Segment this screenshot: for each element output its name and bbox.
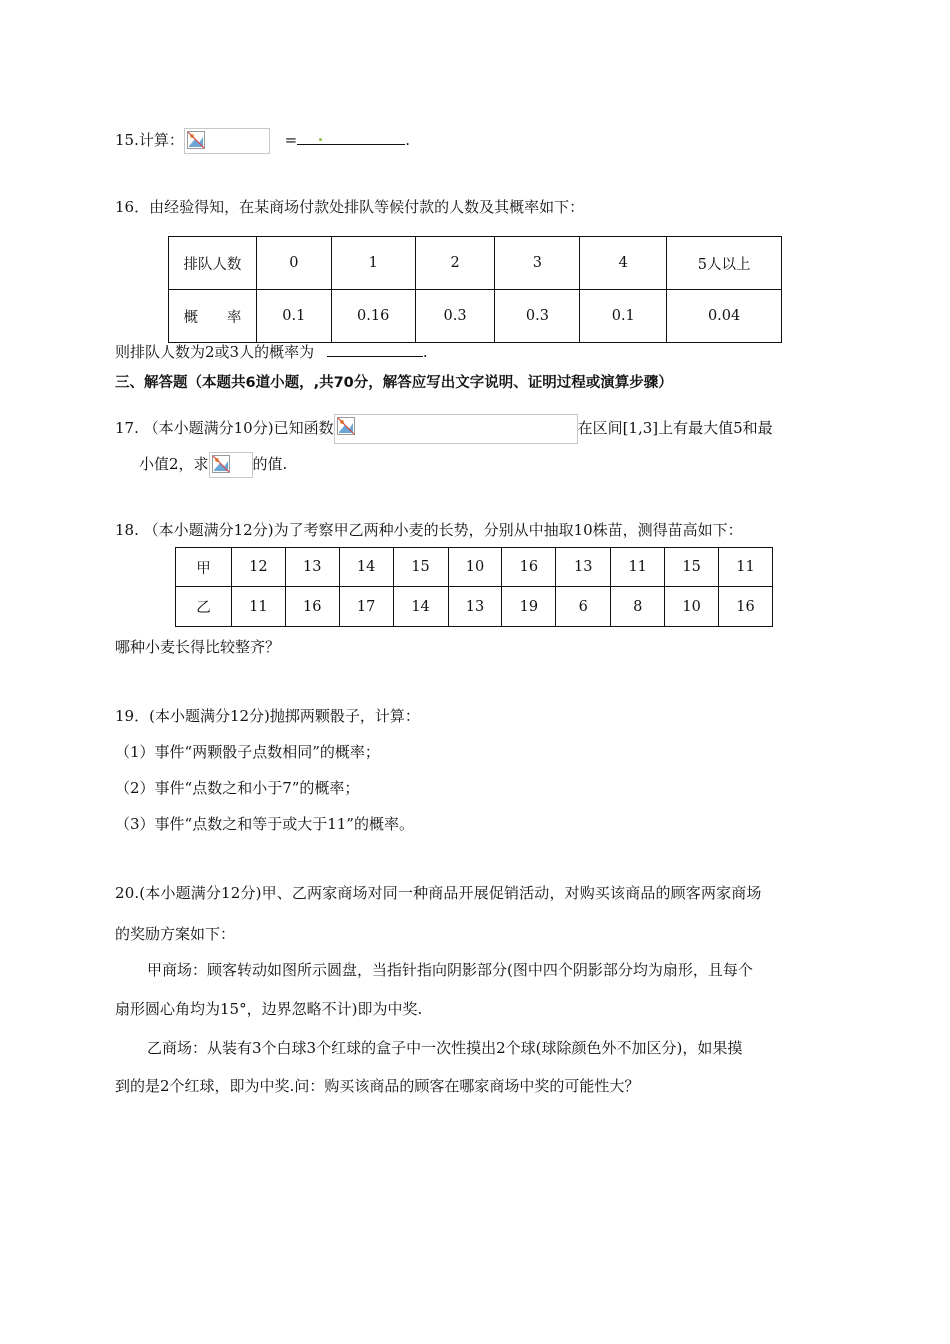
q17-text-b: 在区间[1,3]上有最大值5和最 [577, 419, 773, 437]
broken-image-icon [337, 417, 355, 435]
q17-line1 [115, 414, 773, 444]
q17-line2 [139, 452, 287, 478]
q15-answer-blank [297, 130, 405, 145]
q19-part-3: （3）事件“点数之和等于或大于11”的概率。 [115, 815, 414, 833]
section-3-title: 三、解答题（本题共6道小题，,共70分，解答应写出文字说明、证明过程或演算步骤） [115, 375, 673, 391]
q20-line-5: 乙商场：从装有3个白球3个红球的盒子中一次性摸出2个球(球除颜色外不加区分)，如果摸 [147, 1039, 743, 1057]
q18-cell: 8 [611, 587, 665, 627]
q16-cell: 0.04 [667, 290, 782, 343]
q16-cell: 0.16 [331, 290, 415, 343]
q18-cell: 11 [611, 548, 665, 587]
q18-cell: 19 [502, 587, 556, 627]
q16-cell: 0.1 [580, 290, 667, 343]
q18-cell: 12 [231, 548, 285, 587]
q18-cell: 13 [285, 548, 339, 587]
q20-line-6: 到的是2个红球，即为中奖.问：购买该商品的顾客在哪家商场中奖的可能性大？ [115, 1077, 640, 1095]
q18-cell: 15 [665, 548, 719, 587]
q18-cell: 13 [556, 548, 611, 587]
q18-cell: 10 [665, 587, 719, 627]
q17-function-image [334, 414, 578, 444]
q16-table [168, 236, 782, 343]
q17-params-image [209, 452, 253, 478]
q18-cell: 14 [339, 548, 393, 587]
q18-cell: 14 [393, 587, 448, 627]
q15-period: . [405, 131, 410, 149]
q16-cell: 概 率 [169, 290, 257, 343]
q15-formula-image [184, 128, 270, 154]
q16-cell: 4 [580, 237, 667, 290]
q20-line-3: 甲商场：顾客转动如图所示圆盘，当指针指向阴影部分(图中四个阴影部分均为扇形，且每个 [147, 961, 753, 979]
broken-image-icon [212, 455, 230, 473]
q19-part-2: （2）事件“点数之和小于7”的概率； [115, 779, 360, 797]
q16-row-count [169, 237, 782, 290]
q16-cell: 0.3 [415, 290, 495, 343]
q18-cell: 16 [285, 587, 339, 627]
q16-cell: 5人以上 [667, 237, 782, 290]
q17-text-a: 17. （本小题满分10分)已知函数 [115, 419, 334, 437]
q16-cell: 3 [495, 237, 580, 290]
q16-cell: 0 [256, 237, 331, 290]
q18-question: 18. （本小题满分12分)为了考察甲乙两种小麦的长势，分别从中抽取10株苗，测得苗高如下： [115, 521, 743, 539]
q20-line-1: 20.(本小题满分12分)甲、乙两家商场对同一种商品开展促销活动，对购买该商品的顾客两家商场 [115, 884, 762, 902]
q18-cell: 13 [448, 587, 502, 627]
q16-cell: 1 [331, 237, 415, 290]
q16-followup-text: 则排队人数为2或3人的概率为 [115, 343, 315, 361]
q18-cell: 15 [393, 548, 448, 587]
q18-cell: 甲 [176, 548, 232, 587]
q20-line-2: 的奖励方案如下： [115, 925, 236, 943]
q16-question: 16．由经验得知，在某商场付款处排队等候付款的人数及其概率如下： [115, 198, 585, 216]
q18-row-yi [176, 587, 773, 627]
broken-image-icon [187, 131, 205, 149]
q16-answer-blank [327, 342, 423, 357]
q17-text-c: 小值2，求 [139, 455, 209, 473]
q16-cell: 排队人数 [169, 237, 257, 290]
q18-followup: 哪种小麦长得比较整齐？ [115, 638, 281, 656]
q20-line-4: 扇形圆心角均为15°，边界忽略不计)即为中奖. [115, 1000, 423, 1018]
q15-label: 15.计算： [115, 131, 184, 149]
q16-cell: 0.3 [495, 290, 580, 343]
q15-line [115, 128, 410, 154]
q16-followup [115, 342, 428, 362]
q18-cell: 17 [339, 587, 393, 627]
q19-question: 19．(本小题满分12分)抛掷两颗骰子，计算： [115, 707, 420, 725]
q16-cell: 2 [415, 237, 495, 290]
q19-part-1: （1）事件“两颗骰子点数相同”的概率； [115, 743, 380, 761]
q16-period: . [422, 343, 428, 361]
q15-equals: = [284, 131, 298, 149]
q18-cell: 16 [719, 587, 773, 627]
q18-row-jia [176, 548, 773, 587]
q18-table [175, 547, 773, 627]
q18-cell: 10 [448, 548, 502, 587]
q18-cell: 11 [231, 587, 285, 627]
q16-cell: 0.1 [256, 290, 331, 343]
q17-text-d: 的值. [252, 455, 288, 473]
q18-cell: 乙 [176, 587, 232, 627]
q18-cell: 11 [719, 548, 773, 587]
q18-cell: 16 [502, 548, 556, 587]
q18-cell: 6 [556, 587, 611, 627]
q16-row-prob [169, 290, 782, 343]
